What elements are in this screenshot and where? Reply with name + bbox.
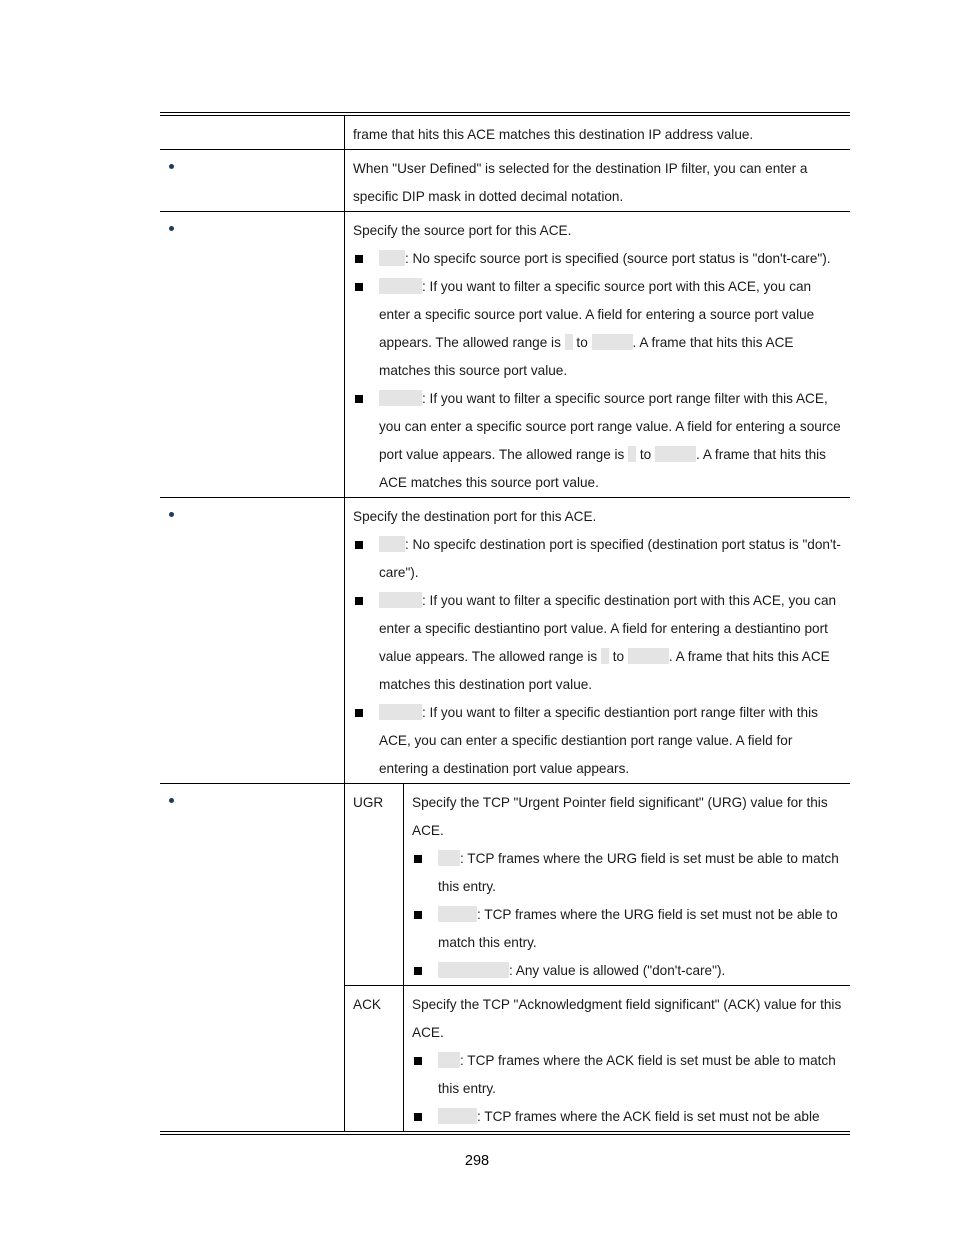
- bullet-icon: [169, 512, 174, 517]
- list-item-text: : No specifc destination port is specified (destination port status is "don't-care").: [379, 537, 841, 580]
- list-item: [353, 587, 842, 699]
- square-bullet-icon: [414, 967, 422, 975]
- object-cell: [160, 212, 345, 497]
- description-intro: Specify the destination port for this ACE.: [353, 509, 597, 524]
- list-item-text: : TCP frames where the URG field is set must not be able to match this entry.: [438, 907, 838, 950]
- square-bullet-icon: [414, 1113, 422, 1121]
- sub-row-urg: [345, 784, 850, 985]
- list-item-text: : No specifc source port is specified (source port status is "don't-care").: [405, 251, 831, 266]
- list-item: [353, 273, 842, 385]
- description-cell: [345, 212, 850, 497]
- square-bullet-icon: [414, 1057, 422, 1065]
- square-bullet-icon: [355, 541, 363, 549]
- range-max-highlight: [628, 648, 669, 664]
- option-highlight: [438, 850, 460, 866]
- option-highlight: [438, 906, 477, 922]
- flag-label: UGR: [345, 784, 404, 985]
- sub-row-ack: [345, 985, 850, 1131]
- description-text: frame that hits this ACE matches this destination IP address value.: [353, 127, 754, 142]
- list-item-text: . A frame that hits this ACE matches this source port value.: [379, 335, 794, 378]
- nested-table: [345, 784, 850, 1131]
- object-cell: [160, 498, 345, 783]
- square-bullet-icon: [355, 283, 363, 291]
- square-bullet-icon: [414, 911, 422, 919]
- list-item-text: : If you want to filter a specific source port with this ACE, you can enter a specific source port value. A field for entering a source port value appears. The allowed range is: [379, 279, 815, 350]
- bullet-icon: [169, 226, 174, 231]
- range-max-highlight: [592, 334, 633, 350]
- page-number: 298: [464, 1153, 490, 1169]
- range-min-highlight: [565, 334, 573, 350]
- object-cell: [160, 150, 345, 211]
- list-item-text: to: [608, 649, 628, 664]
- list-item-text: : TCP frames where the ACK field is set must not be able: [477, 1109, 820, 1124]
- option-highlight: [438, 1052, 460, 1068]
- table-row: [160, 497, 850, 783]
- option-highlight: [379, 536, 405, 552]
- description-cell: [345, 150, 850, 211]
- list-item: [353, 531, 842, 587]
- list-item: [412, 845, 842, 901]
- list-item-text: to: [572, 335, 592, 350]
- table-row: [160, 116, 850, 149]
- list-item: [353, 385, 842, 497]
- square-bullet-icon: [355, 255, 363, 263]
- list-item: [353, 699, 842, 783]
- list-item-text: : If you want to filter a specific destiantion port range filter with this ACE, you can enter a specific destiantion port range value. A field for entering a destination port value appears.: [379, 705, 818, 776]
- bullet-icon: [169, 798, 174, 803]
- list-item: [353, 245, 842, 273]
- square-bullet-icon: [414, 855, 422, 863]
- object-cell: [160, 116, 345, 149]
- description-intro: Specify the source port for this ACE.: [353, 223, 572, 238]
- description-text: When "User Defined" is selected for the destination IP filter, you can enter a specific DIP mask in dotted decimal notation.: [353, 161, 808, 204]
- list-item: [412, 1103, 842, 1131]
- range-min-highlight: [628, 446, 636, 462]
- range-min-highlight: [601, 648, 609, 664]
- flag-description: [404, 986, 850, 1131]
- range-max-highlight: [655, 446, 696, 462]
- table-row: [160, 211, 850, 497]
- list-item: [412, 957, 842, 985]
- list-item-text: : TCP frames where the URG field is set must be able to match this entry.: [438, 851, 839, 894]
- list-item-text: : Any value is allowed ("don't-care").: [509, 963, 726, 978]
- square-bullet-icon: [355, 597, 363, 605]
- description-intro: Specify the TCP "Acknowledgment field significant" (ACK) value for this ACE.: [412, 997, 842, 1040]
- description-cell: [345, 498, 850, 783]
- list-item-text: . A frame that hits this ACE matches this destination port value.: [379, 649, 830, 692]
- square-bullet-icon: [355, 395, 363, 403]
- option-highlight: [438, 962, 509, 978]
- parameter-table: [160, 112, 850, 1135]
- option-highlight: [438, 1108, 477, 1124]
- bullet-icon: [169, 164, 174, 169]
- table-row: [160, 149, 850, 211]
- table-row: [160, 783, 850, 1131]
- option-highlight: [379, 250, 405, 266]
- list-item-text: : If you want to filter a specific source port range filter with this ACE, you can enter a specific source port range value. A field for entering a source port value appears. The allowed range is: [379, 391, 841, 462]
- list-item-text: : If you want to filter a specific destination port with this ACE, you can enter a specific destiantino port value. A field for entering a destiantino port value appears. The allowed range is: [379, 593, 837, 664]
- object-cell: [160, 784, 345, 1131]
- list-item-text: : TCP frames where the ACK field is set must be able to match this entry.: [438, 1053, 836, 1096]
- list-item-text: . A frame that hits this ACE matches this source port value.: [379, 447, 826, 490]
- list-item: [412, 1047, 842, 1103]
- square-bullet-icon: [355, 709, 363, 717]
- flag-description: [404, 784, 850, 985]
- option-highlight: [379, 592, 422, 608]
- description-cell: [345, 116, 850, 149]
- option-highlight: [379, 390, 422, 406]
- description-intro: Specify the TCP "Urgent Pointer field significant" (URG) value for this ACE.: [412, 795, 828, 838]
- list-item: [412, 901, 842, 957]
- option-highlight: [379, 704, 422, 720]
- list-item-text: to: [636, 447, 656, 462]
- flag-label: ACK: [345, 986, 404, 1131]
- option-highlight: [379, 278, 422, 294]
